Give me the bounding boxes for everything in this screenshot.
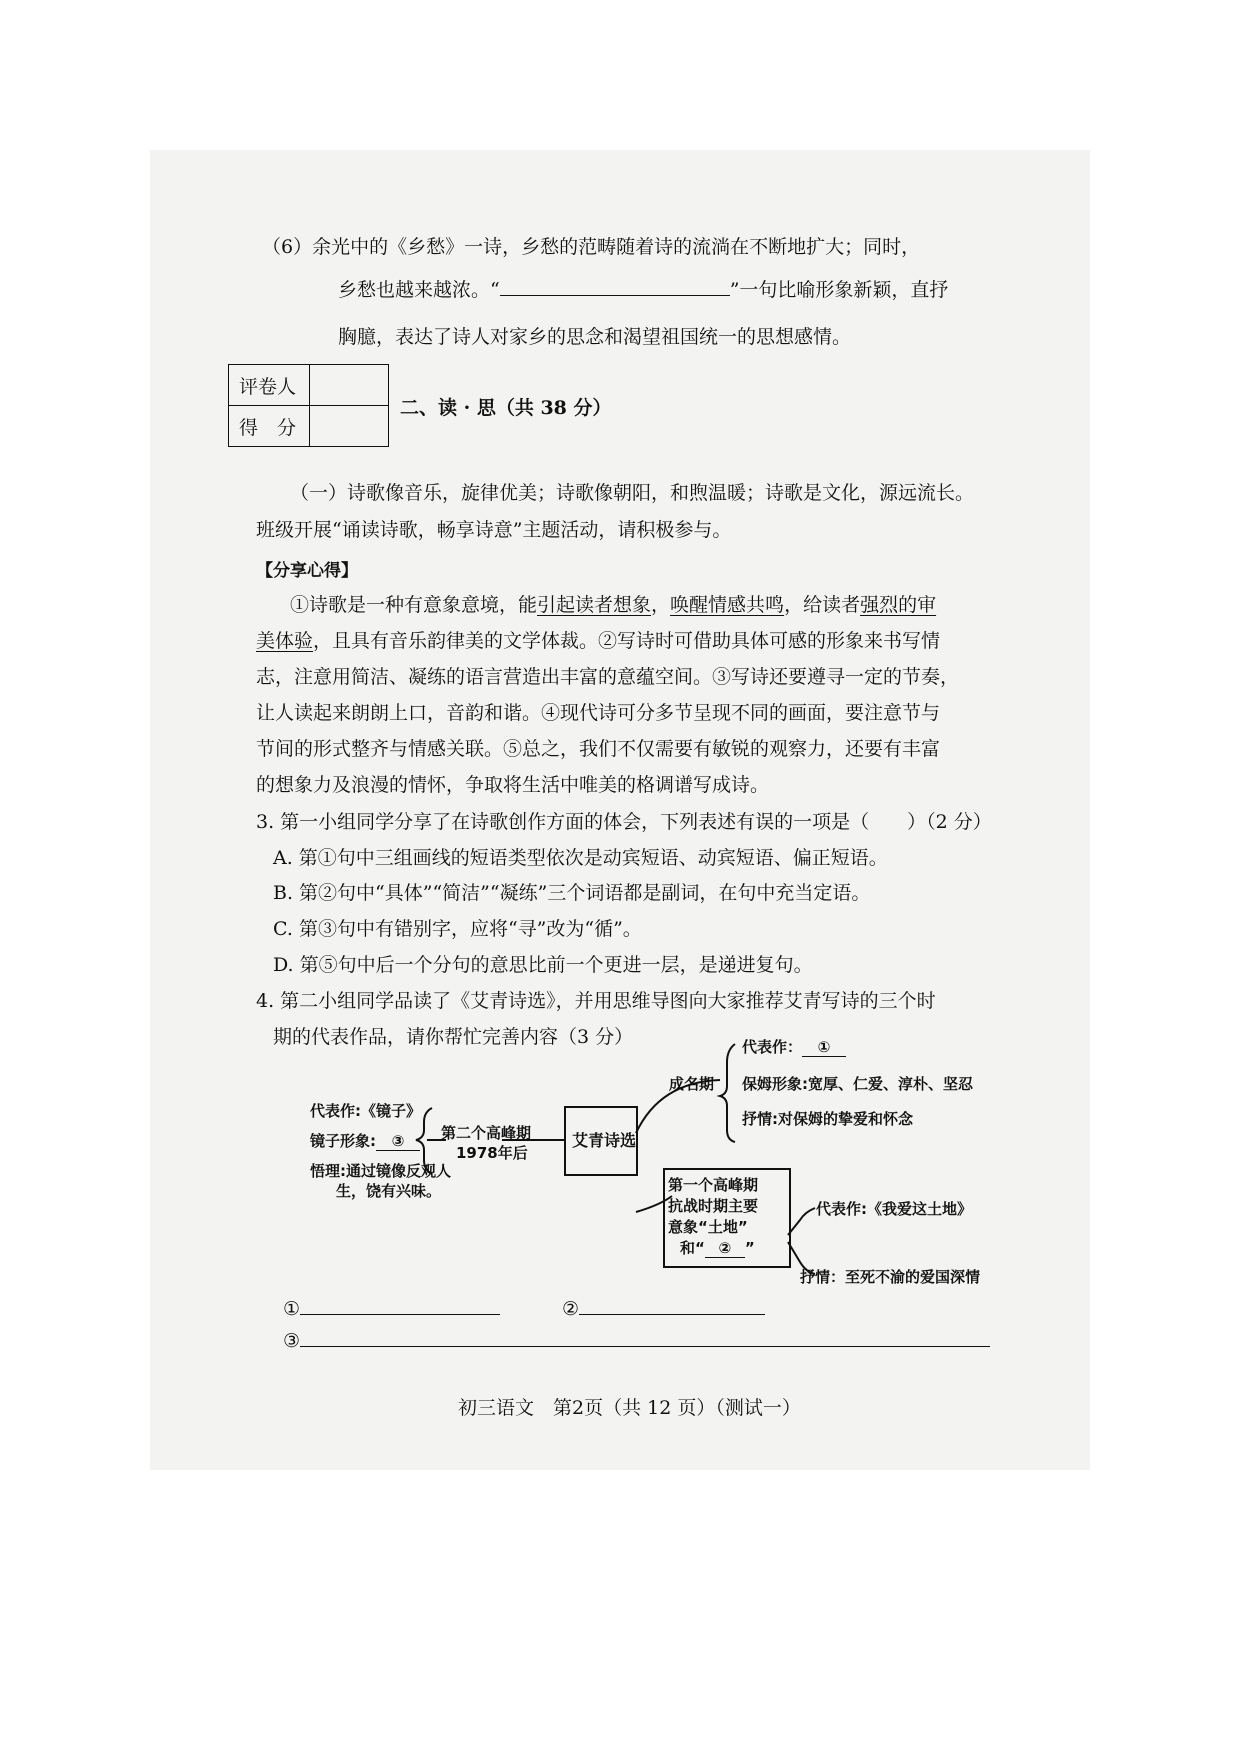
second-rep: 代表作:《镜子》 [310, 1102, 421, 1120]
q6-line1: （6）余光中的《乡愁》一诗，乡愁的范畴随着诗的流淌在不断地扩大；同时， [262, 236, 921, 258]
underlined-phrase-1: 引起读者想象 [537, 594, 652, 616]
second-insight1: 悟理:通过镜像反观人 [310, 1162, 451, 1180]
grader-label: 评卷人 [229, 365, 310, 406]
share-line6: 的想象力及浪漫的情怀，争取将生活中唯美的格调谱写成诗。 [256, 774, 770, 796]
score-table [228, 364, 389, 447]
underlined-phrase-2: 唤醒情感共鸣 [670, 594, 785, 616]
q6-line2-end: ”一句比喻形象新颖，直抒 [729, 279, 949, 301]
answer-3-blank[interactable] [300, 1328, 990, 1347]
underlined-phrase-3-end: 美体验 [256, 630, 314, 652]
first-peak-label2: 抗战时期主要 [668, 1197, 759, 1215]
first-rep: 代表作:《我爱这土地》 [816, 1200, 972, 1218]
first-peak-label4 [680, 1237, 755, 1258]
q4-stem-line2: 期的代表作品，请你帮忙完善内容（3 分） [273, 1026, 634, 1048]
answer-2 [562, 1296, 765, 1320]
q6-line2-start: 乡愁也越来越浓。“ [338, 279, 500, 301]
famous-rep-label: 代表作： [742, 1038, 803, 1056]
share-line5: 节间的形式整齐与情感关联。⑤总之，我们不仅需要有敏锐的观察力，还要有丰富 [256, 738, 941, 760]
second-insight2: 生，饶有兴味。 [336, 1182, 442, 1200]
q4-stem-line1: 4. 第二小组同学品读了《艾青诗选》，并用思维导图向大家推荐艾青写诗的三个时 [256, 990, 936, 1012]
share-text: ，给读者 [784, 594, 861, 616]
share-text: ， [651, 594, 671, 616]
mindmap-center-label: 艾青诗选 [572, 1131, 637, 1150]
answer-1-blank[interactable] [300, 1296, 500, 1315]
intro-line1: （一）诗歌像音乐，旋律优美；诗歌像朝阳，和煦温暖；诗歌是文化，源远流长。 [290, 482, 975, 504]
score-label: 得 分 [229, 406, 310, 447]
second-image-label: 镜子形象: [310, 1132, 376, 1150]
blank-1-marker: ① [802, 1038, 846, 1057]
q6-answer-blank[interactable] [500, 277, 730, 296]
first-peak-label4-end: ” [744, 1239, 755, 1257]
grader-cell[interactable] [310, 365, 389, 406]
q3-option-b[interactable]: B. 第②句中“具体”“简洁”“凝练”三个词语都是副词，在句中充当定语。 [273, 882, 871, 904]
famous-nanny: 保姆形象:宽厚、仁爱、淳朴、坚忍 [742, 1075, 974, 1093]
second-peak-label1: 第二个高峰期 [441, 1124, 532, 1142]
first-emotion: 抒情：至死不渝的爱国深情 [800, 1268, 981, 1286]
share-line4: 让人读起来朗朗上口，音韵和谐。④现代诗可分多节呈现不同的画面，要注意节与 [256, 702, 941, 724]
share-text: ①诗歌是一种有意象意境，能 [290, 594, 538, 616]
q3-option-c[interactable]: C. 第③句中有错别字，应将“寻”改为“循”。 [273, 918, 642, 940]
q3-option-a[interactable]: A. 第①句中三组画线的短语类型依次是动宾短语、动宾短语、偏正短语。 [273, 847, 888, 869]
share-line2 [256, 626, 940, 653]
answer-1-marker: ① [283, 1298, 301, 1320]
q3-stem: 3. 第一小组同学分享了在诗歌创作方面的体会，下列表述有误的一项是（ ）（2 分） [256, 811, 992, 833]
second-peak-label2: 1978年后 [456, 1144, 528, 1162]
answer-3 [283, 1328, 990, 1352]
intro-line2: 班级开展“诵读诗歌，畅享诗意”主题活动，请积极参与。 [256, 519, 732, 541]
second-image [310, 1130, 420, 1151]
q3-option-d[interactable]: D. 第⑤句中后一个分句的意思比前一个更进一层，是递进复句。 [273, 954, 813, 976]
share-text: ，且具有音乐韵律美的文学体裁。②写诗时可借助具体可感的形象来书写情 [313, 630, 941, 652]
share-heading: 【分享心得】 [256, 561, 358, 581]
blank-2-marker: ② [705, 1239, 745, 1258]
famous-emotion: 抒情:对保姆的挚爱和怀念 [742, 1110, 913, 1128]
q6-line2 [338, 275, 948, 302]
answer-2-marker: ② [562, 1298, 580, 1320]
first-peak-label3: 意象“土地” [668, 1218, 748, 1236]
q6-line3: 胸臆，表达了诗人对家乡的思念和渴望祖国统一的思想感情。 [338, 326, 852, 348]
famous-period-label: 成名期 [669, 1075, 715, 1093]
first-peak-label1: 第一个高峰期 [668, 1176, 759, 1194]
share-line1 [290, 590, 936, 617]
first-peak-label4-start: 和“ [680, 1239, 705, 1257]
share-line3: 志，注意用简洁、凝练的语言营造出丰富的意蕴空间。③写诗还要遵寻一定的节奏， [256, 666, 960, 688]
underlined-phrase-3: 强烈的审 [860, 594, 937, 616]
blank-3-marker: ③ [376, 1132, 420, 1151]
answer-1 [283, 1296, 500, 1320]
section-title: 二、读 · 思（共 38 分） [400, 397, 612, 419]
answer-3-marker: ③ [283, 1330, 301, 1352]
page-footer: 初三语文 第2页（共 12 页）（测试一） [458, 1397, 801, 1419]
famous-rep [742, 1036, 846, 1057]
answer-2-blank[interactable] [579, 1296, 765, 1315]
score-cell[interactable] [310, 406, 389, 447]
